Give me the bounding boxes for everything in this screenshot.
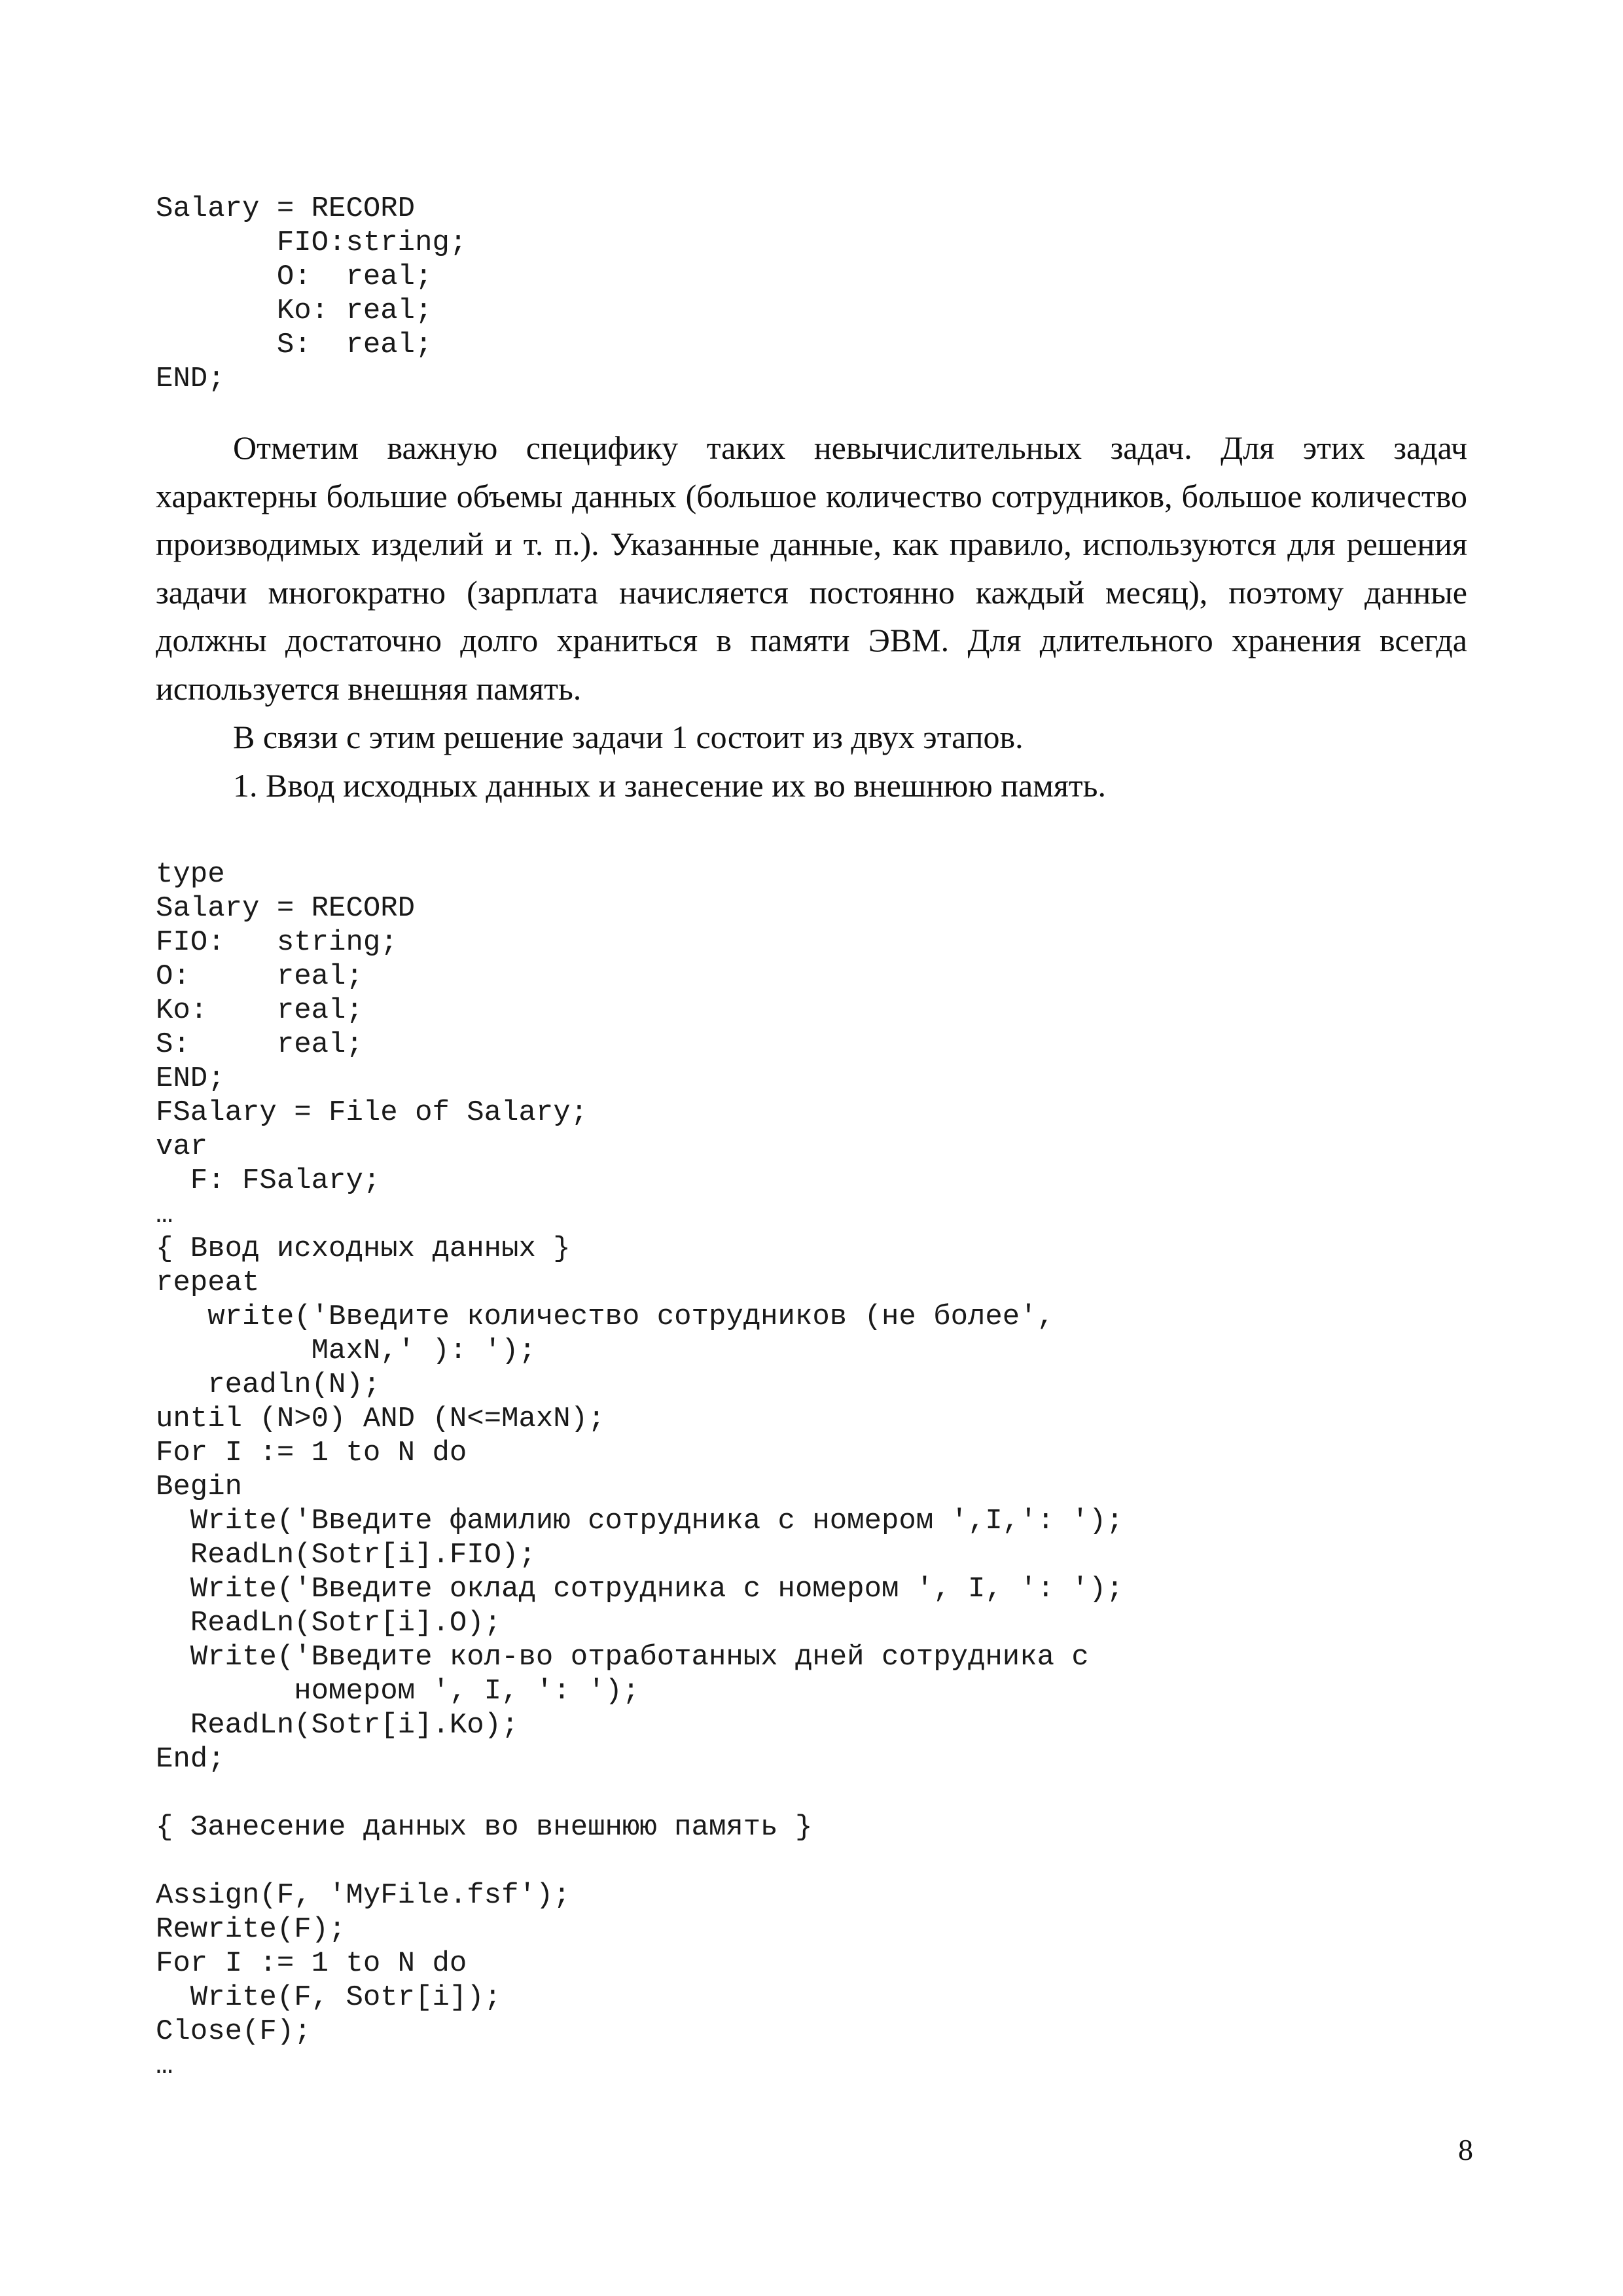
paragraph-step-1: 1. Ввод исходных данных и занесение их во внешнюю память. <box>233 767 1106 804</box>
code-line: readln(N); <box>156 1369 381 1401</box>
code-line: Salary = RECORD <box>156 892 416 925</box>
code-line: MaxN,' ): '); <box>156 1335 536 1367</box>
code-line: Write('Введите фамилию сотрудника с номером ',I,': '); <box>156 1505 1124 1537</box>
code-line: Begin <box>156 1471 243 1503</box>
code-line: End; <box>156 1743 225 1776</box>
code-line: ReadLn(Sotr[i].FIO); <box>156 1539 536 1571</box>
code-line: Close(F); <box>156 2015 312 2048</box>
code-line: ReadLn(Sotr[i].Ko); <box>156 1709 519 1742</box>
code-line: repeat <box>156 1266 260 1299</box>
paragraph-specifics: Отметим важную специфику таких невычислительных задач. Для этих задач характерны большие объемы данных (большое количество сотрудников, большое количество производимых изделий и т. п.). Указанные данные, как правило, используются для решения задачи многократно (зарплата начисляется постоянно каждый месяц), поэтому данные должны достаточно долго храниться в памяти ЭВМ. Для длительного хранения всегда используется внешняя память. <box>156 429 1467 707</box>
code-line: For I := 1 to N do <box>156 1947 467 1980</box>
code-line: FIO: string; <box>156 926 398 959</box>
code-line: { Занесение данных во внешнюю память } <box>156 1811 813 1844</box>
code-line: Ko: real; <box>156 994 363 1027</box>
code-line: номером ', I, ': '); <box>156 1675 640 1708</box>
code-line: O: real; <box>156 960 363 993</box>
code-line: Write(F, Sotr[i]); <box>156 1981 502 2014</box>
code-line: Rewrite(F); <box>156 1913 346 1946</box>
code-line: until (N>0) AND (N<=MaxN); <box>156 1403 605 1435</box>
code-line: Ko: real; <box>156 295 433 327</box>
code-line: END; <box>156 363 225 395</box>
code-line: Write('Введите оклад сотрудника с номером ', I, ': '); <box>156 1573 1124 1605</box>
code-line: … <box>156 1198 173 1231</box>
code-line: type <box>156 858 225 891</box>
code-line: END; <box>156 1062 225 1095</box>
code-block-input-and-save <box>156 857 1124 2083</box>
code-line: { Ввод исходных данных } <box>156 1232 571 1265</box>
code-line <box>156 1844 1124 1878</box>
code-line: O: real; <box>156 260 433 293</box>
code-line: FIO:string; <box>156 226 467 259</box>
code-line: Write('Введите кол-во отработанных дней сотрудника с <box>156 1641 1089 1674</box>
code-line: … <box>156 2049 173 2082</box>
paragraph-stages: В связи с этим решение задачи 1 состоит из двух этапов. <box>233 719 1024 755</box>
code-block-record-definition <box>156 192 467 396</box>
code-line: Assign(F, 'MyFile.fsf'); <box>156 1879 571 1912</box>
code-line: For I := 1 to N do <box>156 1437 467 1469</box>
code-line <box>156 1776 1124 1810</box>
code-line: F: FSalary; <box>156 1164 381 1197</box>
code-line: ReadLn(Sotr[i].O); <box>156 1607 502 1640</box>
page-number: 8 <box>1458 2133 1473 2166</box>
code-line: S: real; <box>156 1028 363 1061</box>
code-line: S: real; <box>156 329 433 361</box>
code-line: write('Введите количество сотрудников (не более', <box>156 1300 1055 1333</box>
code-line: FSalary = File of Salary; <box>156 1096 588 1129</box>
code-line: var <box>156 1130 208 1163</box>
code-line: Salary = RECORD <box>156 192 416 225</box>
